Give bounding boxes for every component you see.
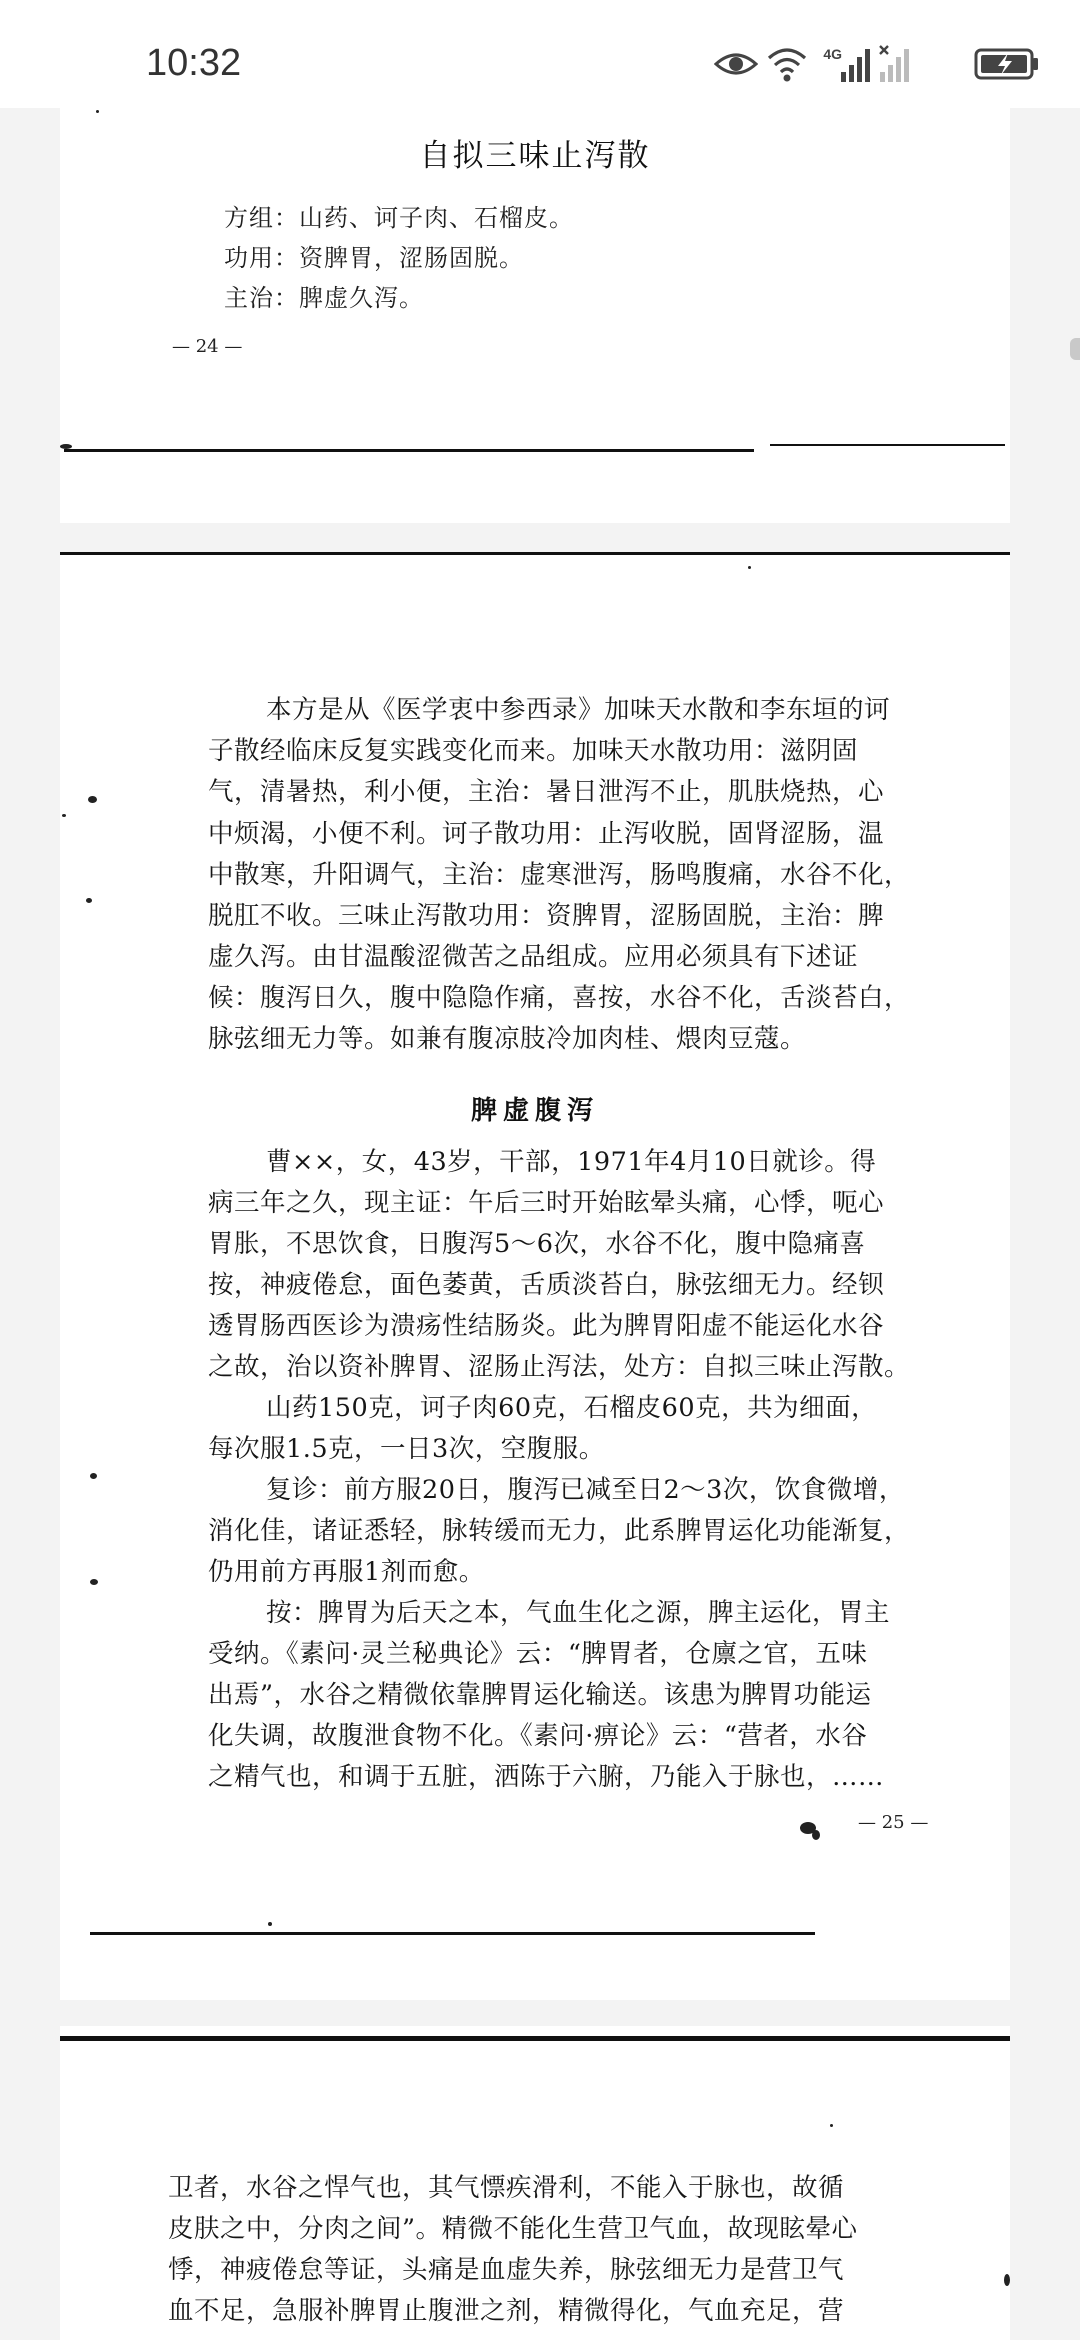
scan-speck <box>90 1579 98 1585</box>
scan-line <box>60 2036 1010 2041</box>
case-line: 山药150克，诃子肉60克，石榴皮60克，共为细面， <box>266 1393 878 1423</box>
scan-speck <box>830 2124 833 2127</box>
case-line: 受纳。《素问·灵兰秘典论》云：“脾胃者，仓廪之官，五味 <box>208 1639 868 1669</box>
continuation-line: 皮肤之中，分肉之间”。精微不能化生营卫气血，故现眩晕心 <box>168 2214 858 2244</box>
scan-speck <box>88 796 97 803</box>
scan-line <box>90 1932 815 1935</box>
signal-icon <box>840 44 872 84</box>
scrollbar-handle[interactable] <box>1070 338 1080 360</box>
case-line: 曹××，女，43岁，干部，1971年4月10日就诊。得 <box>266 1147 877 1177</box>
formula-composition: 方组：山药、诃子肉、石榴皮。 <box>224 204 574 232</box>
intro-line: 气，清暑热，利小便，主治：暑日泄泻不止，肌肤烧热，心 <box>208 777 885 807</box>
document-page-26 <box>60 2026 1010 2340</box>
scan-line <box>64 449 754 452</box>
case-line: 之故，治以资补脾胃、涩肠止泻法，处方：自拟三味止泻散。 <box>208 1352 911 1382</box>
continuation-line: 卫者，水谷之悍气也，其气慓疾滑利，不能入于脉也，故循 <box>168 2173 845 2203</box>
case-line: 复诊：前方服20日，腹泻已减至日2～3次，饮食微增， <box>266 1475 905 1505</box>
scan-speck <box>812 1830 820 1840</box>
document-page-25 <box>60 552 1010 2000</box>
scan-speck <box>90 1473 97 1479</box>
case-line: 消化佳，诸证悉轻，脉转缓而无力，此系脾胃运化功能渐复， <box>208 1516 911 1546</box>
page-number: — 24 — <box>172 336 243 357</box>
scan-speck <box>748 566 751 569</box>
wifi-icon <box>766 44 808 84</box>
case-line: 按：脾胃为后天之本，气血生化之源，脾主运化，胃主 <box>266 1598 891 1628</box>
intro-line: 中散寒，升阳调气，主治：虚寒泄泻，肠鸣腹痛，水谷不化， <box>208 860 911 890</box>
case-line: 化失调，故腹泄食物不化。《素问·痹论》云：“营者，水谷 <box>208 1721 868 1751</box>
intro-line: 虚久泻。由甘温酸涩微苦之品组成。应用必须具有下述证 <box>208 942 859 972</box>
case-line: 每次服1.5克，一日3次，空腹服。 <box>208 1434 605 1464</box>
formula-title: 自拟三味止泻散 <box>419 138 651 174</box>
scan-speck <box>96 110 99 113</box>
status-bar <box>0 0 1080 108</box>
scan-line <box>60 552 1010 555</box>
case-line: 按，神疲倦怠，面色萎黄，舌质淡苔白，脉弦细无力。经钡 <box>208 1270 885 1300</box>
scan-speck <box>86 898 92 903</box>
case-line: 病三年之久，现主证：午后三时开始眩晕头痛，心悸，呃心 <box>208 1188 885 1218</box>
formula-function: 功用：资脾胃，涩肠固脱。 <box>224 244 524 272</box>
intro-line: 子散经临床反复实践变化而来。加味天水散功用：滋阴固 <box>208 736 859 766</box>
status-time: 10:32 <box>146 42 242 84</box>
scan-line <box>770 444 1005 446</box>
case-line: 出焉”，水谷之精微依靠脾胃运化输送。该患为脾胃功能运 <box>208 1680 872 1710</box>
intro-line: 中烦渴，小便不利。诃子散功用：止泻收脱，固肾涩肠，温 <box>208 819 885 849</box>
scan-speck <box>268 1922 272 1926</box>
intro-line: 脉弦细无力等。如兼有腹凉肢冷加肉桂、煨肉豆蔻。 <box>208 1024 807 1054</box>
case-line: 仍用前方再服1剂而愈。 <box>208 1557 485 1587</box>
network-type-label: 4G <box>823 46 842 62</box>
case-line: 透胃肠西医诊为溃疡性结肠炎。此为脾胃阳虚不能运化水谷 <box>208 1311 885 1341</box>
eye-icon <box>714 44 758 84</box>
case-line: 胃胀，不思饮食，日腹泻5～6次，水谷不化，腹中隐痛喜 <box>208 1229 866 1259</box>
continuation-line: 血不足，急服补脾胃止腹泄之剂，精微得化，气血充足，营 <box>168 2296 845 2326</box>
case-heading: 脾虚腹泻 <box>470 1096 599 1126</box>
battery-charging-icon <box>974 44 1040 84</box>
intro-line: 候：腹泻日久，腹中隐隐作痛，喜按，水谷不化，舌淡苔白， <box>208 983 911 1013</box>
continuation-line: 悸，神疲倦怠等证，头痛是血虚失养，脉弦细无力是营卫气 <box>168 2255 845 2285</box>
signal-empty-icon <box>878 44 912 84</box>
scan-speck <box>62 814 66 817</box>
scan-speck <box>1004 2274 1010 2286</box>
document-page-24 <box>60 108 1010 523</box>
scan-speck <box>60 444 72 449</box>
intro-line: 本方是从《医学衷中参西录》加味天水散和李东垣的诃 <box>266 695 891 725</box>
case-line: 之精气也，和调于五脏，洒陈于六腑，乃能入于脉也，…… <box>208 1762 885 1792</box>
intro-line: 脱肛不收。三味止泻散功用：资脾胃，涩肠固脱，主治：脾 <box>208 901 885 931</box>
formula-indication: 主治：脾虚久泻。 <box>224 284 424 312</box>
page-number: — 25 — <box>858 1812 929 1833</box>
